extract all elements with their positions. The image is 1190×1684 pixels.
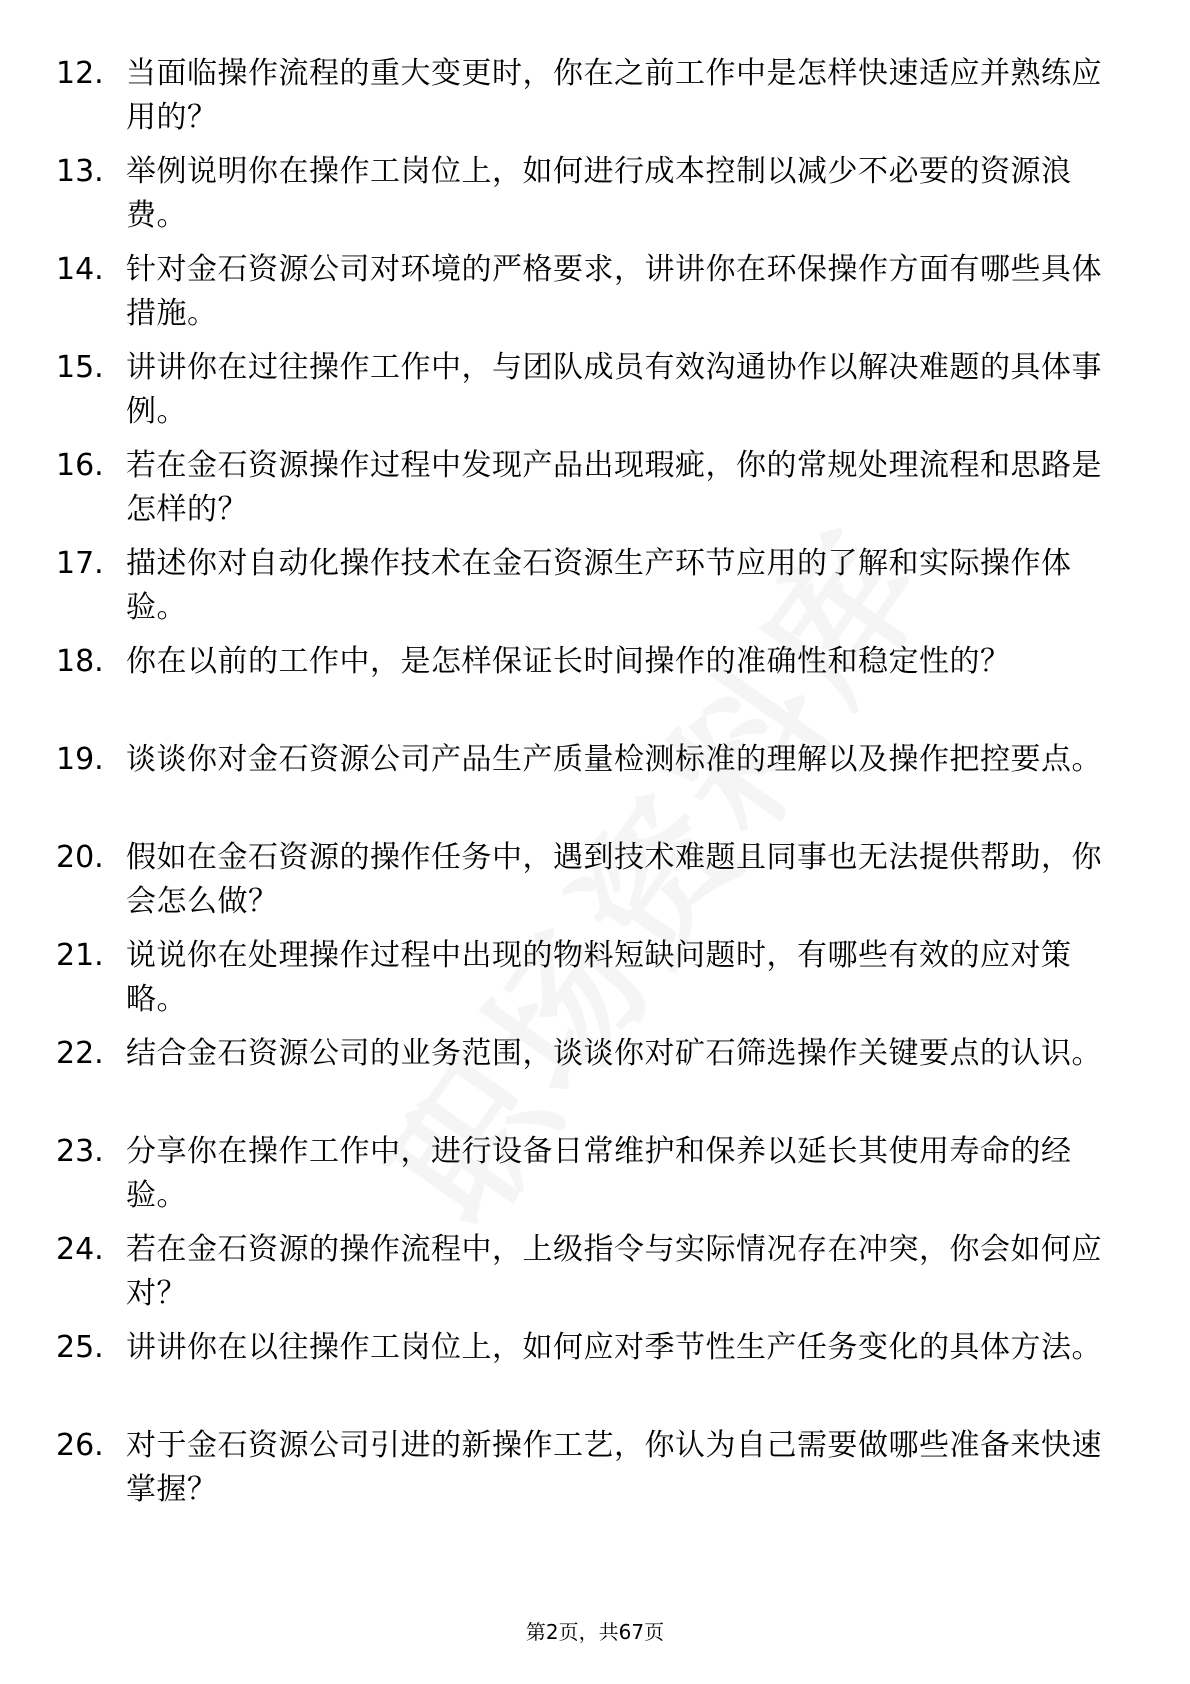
question-item-24 xyxy=(56,1228,1106,1326)
question-text: 若在金石资源操作过程中发现产品出现瑕疵，你的常规处理流程和思路是怎样的？ xyxy=(126,448,1102,527)
question-number: 20. xyxy=(56,840,104,875)
question-number: 25. xyxy=(56,1330,104,1365)
question-text: 你在以前的工作中，是怎样保证长时间操作的准确性和稳定性的？ xyxy=(126,644,1011,679)
question-text: 讲讲你在过往操作工作中，与团队成员有效沟通协作以解决难题的具体事例。 xyxy=(126,350,1102,429)
question-number: 18. xyxy=(56,644,104,679)
question-number: 22. xyxy=(56,1036,104,1071)
question-text: 若在金石资源的操作流程中，上级指令与实际情况存在冲突，你会如何应对？ xyxy=(126,1232,1102,1311)
question-text: 结合金石资源公司的业务范围，谈谈你对矿石筛选操作关键要点的认识。 xyxy=(126,1036,1102,1071)
question-number: 17. xyxy=(56,546,104,581)
question-text: 对于金石资源公司引进的新操作工艺，你认为自己需要做哪些准备来快速掌握？ xyxy=(126,1428,1102,1507)
question-number: 12. xyxy=(56,56,104,91)
question-number: 26. xyxy=(56,1428,104,1463)
question-text: 假如在金石资源的操作任务中，遇到技术难题且同事也无法提供帮助，你会怎么做？ xyxy=(126,840,1102,919)
question-number: 24. xyxy=(56,1232,104,1267)
question-item-18 xyxy=(56,640,1106,738)
question-item-22 xyxy=(56,1032,1106,1130)
question-text: 讲讲你在以往操作工岗位上，如何应对季节性生产任务变化的具体方法。 xyxy=(126,1330,1102,1365)
question-item-13 xyxy=(56,150,1106,248)
question-number: 16. xyxy=(56,448,104,483)
question-item-19 xyxy=(56,738,1106,836)
question-item-12 xyxy=(56,52,1106,150)
question-text: 描述你对自动化操作技术在金石资源生产环节应用的了解和实际操作体验。 xyxy=(126,546,1072,625)
question-list xyxy=(56,52,1106,1522)
question-item-20 xyxy=(56,836,1106,934)
question-number: 21. xyxy=(56,938,104,973)
question-number: 23. xyxy=(56,1134,104,1169)
question-item-25 xyxy=(56,1326,1106,1424)
question-number: 13. xyxy=(56,154,104,189)
question-item-21 xyxy=(56,934,1106,1032)
question-text: 当面临操作流程的重大变更时，你在之前工作中是怎样快速适应并熟练应用的？ xyxy=(126,56,1102,135)
question-item-14 xyxy=(56,248,1106,346)
question-item-16 xyxy=(56,444,1106,542)
question-number: 19. xyxy=(56,742,104,777)
question-text: 说说你在处理操作过程中出现的物料短缺问题时，有哪些有效的应对策略。 xyxy=(126,938,1072,1017)
question-item-23 xyxy=(56,1130,1106,1228)
question-number: 15. xyxy=(56,350,104,385)
question-text: 谈谈你对金石资源公司产品生产质量检测标准的理解以及操作把控要点。 xyxy=(126,742,1102,777)
question-item-26 xyxy=(56,1424,1106,1522)
question-text: 针对金石资源公司对环境的严格要求，讲讲你在环保操作方面有哪些具体措施。 xyxy=(126,252,1102,331)
question-item-15 xyxy=(56,346,1106,444)
question-number: 14. xyxy=(56,252,104,287)
question-text: 举例说明你在操作工岗位上，如何进行成本控制以减少不必要的资源浪费。 xyxy=(126,154,1072,233)
page-footer: 第2页，共67页 xyxy=(525,1620,665,1644)
question-item-17 xyxy=(56,542,1106,640)
question-text: 分享你在操作工作中，进行设备日常维护和保养以延长其使用寿命的经验。 xyxy=(126,1134,1072,1213)
